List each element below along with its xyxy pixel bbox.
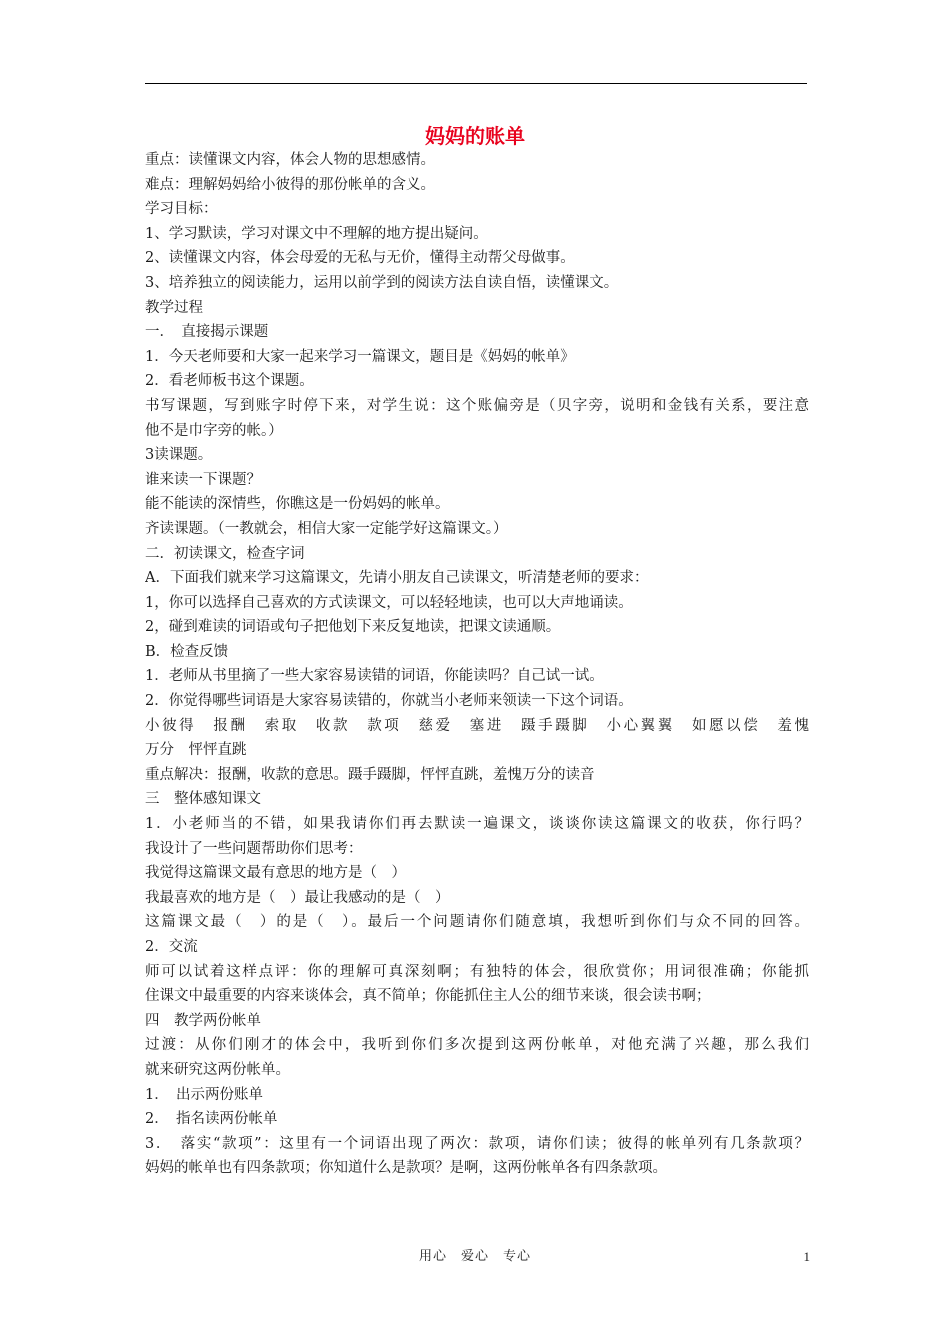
text-line: 1． 出示两份账单 (145, 1086, 263, 1103)
text-line: 2． 指名读两份帐单 (145, 1111, 278, 1128)
section-heading: 一． 直接揭示课题 (145, 324, 269, 341)
text-line: 2．交流 (145, 939, 198, 955)
text-line: 3、培养独立的阅读能力，运用以前学到的阅读方法自读自悟，读懂课文。 (145, 274, 619, 291)
text-line: 住课文中最重要的内容来谈体会，真不简单；你能抓住主人公的细节来谈，很会读书啊； (145, 988, 711, 1005)
vocabulary-line: 万分 怦怦直跳 (145, 742, 247, 759)
text-line: 妈妈的帐单也有四条款项；你知道什么是款项？是啊，这两份帐单各有四条款项。 (145, 1160, 667, 1177)
text-line: 1．老师从书里摘了一些大家容易读错的词语，你能读吗？自己试一试。 (145, 668, 604, 685)
footer-slogan: 用心 爱心 专心 (418, 1249, 531, 1264)
text-line: 重点：读懂课文内容，体会人物的思想感情。 (145, 152, 435, 168)
text-line: 我觉得这篇课文最有意思的地方是（ ） (145, 865, 406, 882)
section-heading: 四 教学两份帐单 (145, 1012, 261, 1029)
text-line: 书写课题，写到账字时停下来，对学生说：这个账偏旁是（贝字旁，说明和金钱有关系，要注意 (145, 397, 809, 414)
text-line: 2．看老师板书这个课题。 (145, 373, 314, 390)
text-line: 1．今天老师要和大家一起来学习一篇课文，题目是《妈妈的帐单》 (145, 348, 575, 365)
text-line: 齐读课题。（一教就会，相信大家一定能学好这篇课文。） (145, 520, 508, 537)
section-heading: 三 整体感知课文 (145, 791, 261, 808)
text-line: 这篇课文最（ ）的是（ ）。最后一个问题请你们随意填，我想听到你们与众不同的回答。 (145, 914, 809, 931)
text-line: 就来研究这两份帐单。 (145, 1061, 290, 1078)
text-line: 谁来读一下课题？ (145, 471, 261, 488)
text-line: 重点解决：报酬，收款的意思。蹑手蹑脚，怦怦直跳，羞愧万分的读音 (145, 766, 595, 783)
text-line: 师可以试着这样点评：你的理解可真深刻啊；有独特的体会，很欣赏你；用词很准确；你能抓 (145, 963, 809, 980)
text-line: 1、学习默读，学习对课文中不理解的地方提出疑问。 (145, 225, 488, 242)
page-number: 1 (803, 1249, 810, 1264)
text-line: 2、读懂课文内容，体会母爱的无私与无价，懂得主动帮父母做事。 (145, 250, 575, 267)
document-body (145, 148, 809, 1181)
text-line: 过渡：从你们刚才的体会中，我听到你们多次提到这两份帐单，对他充满了兴趣，那么我们 (145, 1037, 809, 1054)
text-line: 1，你可以选择自己喜欢的方式读课文，可以轻轻地读，也可以大声地诵读。 (145, 594, 633, 611)
text-line: 能不能读的深情些，你瞧这是一份妈妈的帐单。 (145, 496, 450, 513)
section-heading: 二．初读课文，检查字词 (145, 545, 305, 562)
text-line: 难点：理解妈妈给小彼得的那份帐单的含义。 (145, 176, 435, 193)
text-line: 我最喜欢的地方是（ ）最让我感动的是（ ） (145, 889, 450, 906)
text-line: 3． 落实“款项”：这里有一个词语出现了两次：款项，请你们读；彼得的帐单列有几条款项？ (145, 1135, 809, 1152)
text-line: A．下面我们就来学习这篇课文，先请小朋友自己读课文，听清楚老师的要求： (145, 570, 649, 587)
text-line: 1．小老师当的不错，如果我请你们再去默读一遍课文，谈谈你读这篇课文的收获，你行吗？ (145, 816, 809, 833)
text-line: 3读课题。 (145, 447, 213, 464)
text-line: 2．你觉得哪些词语是大家容易读错的，你就当小老师来领读一下这个词语。 (145, 693, 633, 710)
text-line: 他不是巾字旁的帐。） (145, 422, 283, 439)
text-line: B．检查反馈 (145, 643, 229, 660)
vocabulary-line: 小彼得 报酬 索取 收款 款项 慈爱 塞进 蹑手蹑脚 小心翼翼 如愿以偿 羞愧 (145, 717, 809, 734)
text-line: 学习目标： (145, 201, 218, 218)
header-rule (145, 83, 807, 84)
text-line: 我设计了一些问题帮助你们思考： (145, 840, 363, 857)
text-line: 2，碰到难读的词语或句子把他划下来反复地读，把课文读通顺。 (145, 619, 561, 636)
document-title: 妈妈的账单 (425, 124, 525, 148)
section-heading: 教学过程 (145, 299, 203, 316)
